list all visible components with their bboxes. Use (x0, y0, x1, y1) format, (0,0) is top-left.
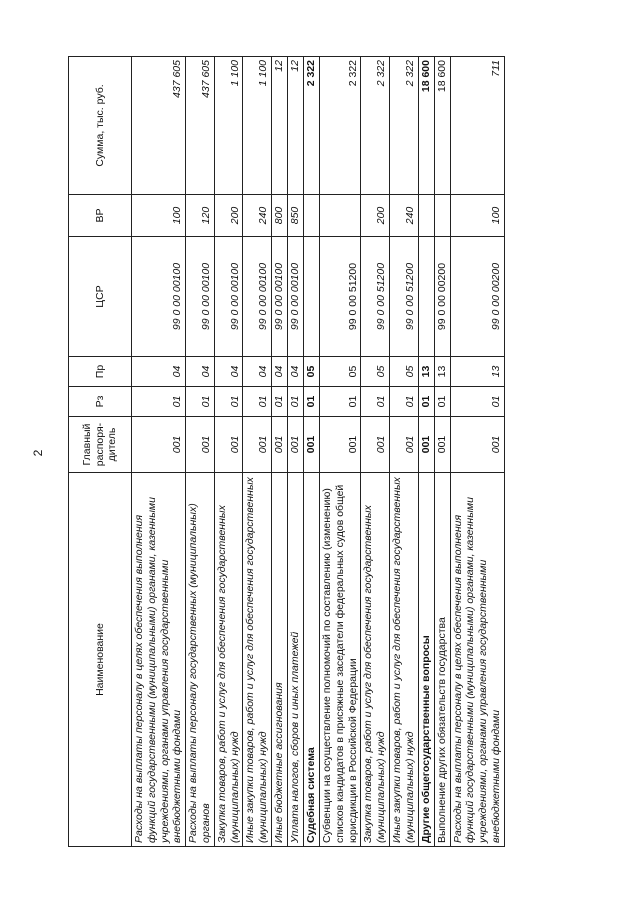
cell-vr (418, 195, 434, 237)
cell-manager: 001 (418, 417, 434, 473)
cell-csr (303, 237, 319, 357)
cell-name: Иные закупки товаров, работ и услуг для обеспечения государственных (муниципальных) нужд (243, 473, 272, 847)
cell-name: Расходы на выплаты персоналу в целях обеспечения выполнения функций государственными (муниципальными) органами, казенными учреждениями, органами управления государственными внебюджетными фондами (450, 473, 504, 847)
cell-name: Иные закупки товаров, работ и услуг для обеспечения государственных (муниципальных) нужд (389, 473, 418, 847)
cell-manager: 001 (319, 417, 360, 473)
cell-pr: 05 (361, 357, 390, 387)
cell-rz: 01 (214, 387, 243, 417)
cell-csr: 99 0 00 00100 (271, 237, 287, 357)
cell-rz: 01 (303, 387, 319, 417)
cell-name: Иные бюджетные ассигнования (271, 473, 287, 847)
table-row (186, 57, 215, 847)
cell-manager: 001 (243, 417, 272, 473)
cell-vr: 800 (271, 195, 287, 237)
cell-csr: 99 0 00 51200 (361, 237, 390, 357)
budget-table (68, 56, 505, 847)
cell-vr: 100 (132, 195, 186, 237)
header-row (69, 57, 132, 847)
cell-rz: 01 (450, 387, 504, 417)
table-row (271, 57, 287, 847)
cell-vr (434, 195, 450, 237)
cell-pr: 13 (434, 357, 450, 387)
table-row (319, 57, 360, 847)
cell-manager: 001 (214, 417, 243, 473)
cell-vr: 200 (214, 195, 243, 237)
header-csr: ЦСР (69, 237, 132, 357)
cell-csr: 99 0 00 00200 (450, 237, 504, 357)
table-row (389, 57, 418, 847)
cell-vr: 240 (243, 195, 272, 237)
cell-sum: 2 322 (319, 57, 360, 195)
section-row (418, 57, 434, 847)
header-vr: ВР (69, 195, 132, 237)
cell-sum: 2 322 (361, 57, 390, 195)
cell-vr: 120 (186, 195, 215, 237)
cell-rz: 01 (319, 387, 360, 417)
cell-pr: 13 (450, 357, 504, 387)
cell-name: Выполнение других обязательств государства (434, 473, 450, 847)
cell-vr: 100 (450, 195, 504, 237)
cell-sum: 437 605 (186, 57, 215, 195)
cell-name: Другие общегосударственные вопросы (418, 473, 434, 847)
cell-manager: 001 (271, 417, 287, 473)
cell-manager: 001 (186, 417, 215, 473)
table-row (243, 57, 272, 847)
cell-rz: 01 (132, 387, 186, 417)
cell-vr (303, 195, 319, 237)
cell-rz: 01 (361, 387, 390, 417)
cell-sum: 1 100 (214, 57, 243, 195)
cell-csr: 99 0 00 51200 (389, 237, 418, 357)
header-rz: Рз (69, 387, 132, 417)
cell-manager: 001 (287, 417, 303, 473)
cell-rz: 01 (186, 387, 215, 417)
cell-rz: 01 (389, 387, 418, 417)
table-row (214, 57, 243, 847)
table-row (450, 57, 504, 847)
table-row (287, 57, 303, 847)
cell-pr: 05 (389, 357, 418, 387)
cell-csr: 99 0 00 00100 (243, 237, 272, 357)
cell-pr: 04 (287, 357, 303, 387)
cell-rz: 01 (243, 387, 272, 417)
cell-rz: 01 (418, 387, 434, 417)
cell-name: Расходы на выплаты персоналу в целях обеспечения выполнения функций государственными (муниципальными) органами, казенными учреждениями, органами управления государственными внебюджетными фондами (132, 473, 186, 847)
cell-sum: 2 322 (389, 57, 418, 195)
cell-manager: 001 (361, 417, 390, 473)
cell-pr: 04 (186, 357, 215, 387)
cell-csr: 99 0 00 00100 (214, 237, 243, 357)
cell-sum: 1 100 (243, 57, 272, 195)
cell-sum: 437 605 (132, 57, 186, 195)
cell-csr: 99 0 00 00100 (287, 237, 303, 357)
cell-pr: 13 (418, 357, 434, 387)
table-row (434, 57, 450, 847)
cell-sum: 12 (287, 57, 303, 195)
cell-name: Закупка товаров, работ и услуг для обеспечения государственных (муниципальных) нужд (361, 473, 390, 847)
header-sum: Сумма, тыс. руб. (69, 57, 132, 195)
cell-name: Уплата налогов, сборов и иных платежей (287, 473, 303, 847)
cell-manager: 001 (132, 417, 186, 473)
cell-manager: 001 (434, 417, 450, 473)
header-pr: Пр (69, 357, 132, 387)
cell-vr (319, 195, 360, 237)
cell-csr: 99 0 00 00100 (186, 237, 215, 357)
cell-sum: 2 322 (303, 57, 319, 195)
page-number: 2 (31, 449, 45, 457)
cell-vr: 240 (389, 195, 418, 237)
cell-vr: 850 (287, 195, 303, 237)
cell-sum: 711 (450, 57, 504, 195)
cell-sum: 12 (271, 57, 287, 195)
cell-csr: 99 0 00 51200 (319, 237, 360, 357)
header-manager: Главный распоря-дитель (69, 417, 132, 473)
cell-manager: 001 (450, 417, 504, 473)
cell-csr: 99 0 00 00100 (132, 237, 186, 357)
cell-pr: 05 (319, 357, 360, 387)
cell-name: Расходы на выплаты персоналу государственных (муниципальных) органов (186, 473, 215, 847)
cell-vr: 200 (361, 195, 390, 237)
table-row (361, 57, 390, 847)
cell-sum: 18 600 (418, 57, 434, 195)
header-name: Наименование (69, 473, 132, 847)
cell-sum: 18 600 (434, 57, 450, 195)
cell-pr: 04 (271, 357, 287, 387)
cell-manager: 001 (389, 417, 418, 473)
cell-rz: 01 (287, 387, 303, 417)
cell-csr (418, 237, 434, 357)
cell-pr: 05 (303, 357, 319, 387)
cell-manager: 001 (303, 417, 319, 473)
rotated-page (68, 57, 572, 847)
cell-csr: 99 0 00 00200 (434, 237, 450, 357)
section-row (303, 57, 319, 847)
cell-pr: 04 (132, 357, 186, 387)
cell-name: Субвенции на осуществление полномочий по составлению (изменению) списков кандидатов в присяжные заседатели федеральных судов общей юрисдикции в Российской Федерации (319, 473, 360, 847)
cell-pr: 04 (243, 357, 272, 387)
cell-rz: 01 (434, 387, 450, 417)
cell-pr: 04 (214, 357, 243, 387)
cell-name: Закупка товаров, работ и услуг для обеспечения государственных (муниципальных) нужд (214, 473, 243, 847)
cell-rz: 01 (271, 387, 287, 417)
cell-name: Судебная система (303, 473, 319, 847)
table-row (132, 57, 186, 847)
